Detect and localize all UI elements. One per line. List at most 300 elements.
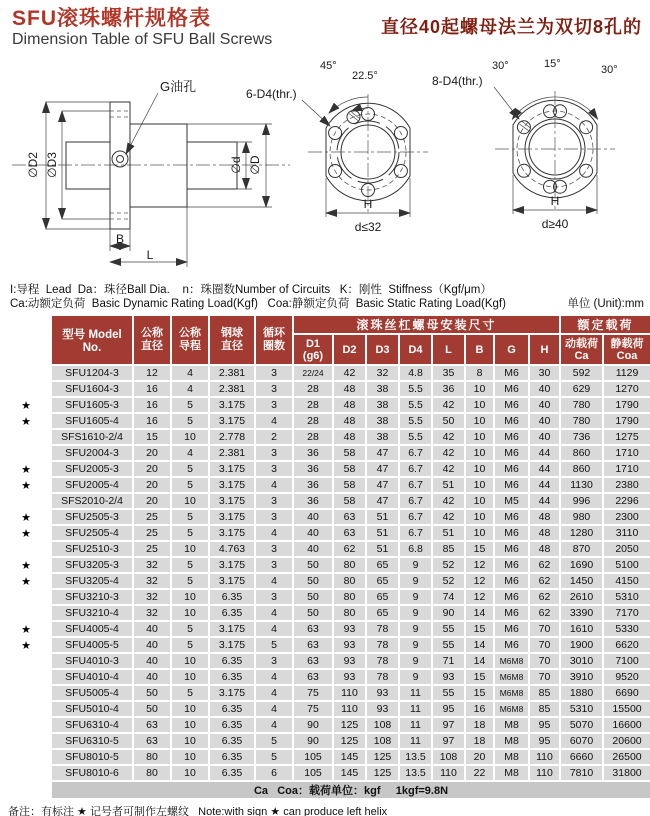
data-cell: 51 (433, 526, 464, 540)
model-cell: SFU8010-6 (52, 766, 132, 780)
table-row (2, 702, 650, 716)
data-cell: 5.5 (400, 414, 431, 428)
data-cell: 15 (466, 670, 493, 684)
model-cell: SFU5010-4 (52, 702, 132, 716)
data-cell: M6 (495, 478, 528, 492)
data-cell: M8 (495, 766, 528, 780)
data-cell: 32 (367, 366, 398, 380)
data-cell: 110 (530, 766, 559, 780)
data-cell: 38 (367, 414, 398, 428)
data-cell: 10 (172, 702, 208, 716)
data-cell: 6.8 (400, 542, 431, 556)
data-cell: 1790 (604, 398, 650, 412)
angle-30-left-label: 30° (492, 60, 509, 72)
model-cell: SFU1605-3 (52, 398, 132, 412)
data-cell: 5 (256, 750, 292, 764)
data-cell: 5 (172, 686, 208, 700)
data-cell: 4 (172, 366, 208, 380)
model-cell: SFU2510-3 (52, 542, 132, 556)
data-cell: 25 (134, 526, 170, 540)
data-cell: 3 (256, 654, 292, 668)
data-cell: 3.175 (210, 686, 254, 700)
data-cell: 1790 (604, 414, 650, 428)
model-cell: SFU4005-5 (52, 638, 132, 652)
data-cell: 42 (433, 398, 464, 412)
star-cell: ★ (21, 527, 31, 540)
model-cell: SFU2505-3 (52, 510, 132, 524)
angle-15-label: 15° (544, 58, 561, 70)
data-cell: 25 (134, 542, 170, 556)
dim-label-d3: ∅D3 (45, 152, 59, 178)
data-cell: 5100 (604, 558, 650, 572)
star-cell (2, 606, 50, 620)
star-cell (2, 782, 50, 798)
data-cell: 10 (466, 478, 493, 492)
data-cell: 6690 (604, 686, 650, 700)
table-row (2, 574, 650, 588)
data-cell: 10 (466, 430, 493, 444)
data-cell: 4150 (604, 574, 650, 588)
table-row (2, 718, 650, 732)
data-cell: 5 (172, 398, 208, 412)
data-cell: 860 (561, 446, 602, 460)
data-cell: 40 (134, 638, 170, 652)
data-cell: 5070 (561, 718, 602, 732)
table-row (2, 526, 650, 540)
header-dim: D1 (g6) (294, 335, 332, 364)
data-cell: 20600 (604, 734, 650, 748)
data-cell: 93 (334, 622, 365, 636)
model-cell: SFU1604-3 (52, 382, 132, 396)
dia-range-label-8: d≥40 (541, 217, 569, 231)
data-cell: 62 (334, 542, 365, 556)
data-cell: 20 (134, 462, 170, 476)
star-cell (2, 686, 50, 700)
data-cell: 32 (134, 574, 170, 588)
data-cell: 40 (294, 526, 332, 540)
data-cell: 48 (334, 382, 365, 396)
data-cell: 10 (466, 462, 493, 476)
data-cell: 10 (172, 494, 208, 508)
header-load: 静载荷 Coa (604, 335, 650, 364)
star-cell (2, 366, 50, 380)
data-cell: 592 (561, 366, 602, 380)
data-cell: 15500 (604, 702, 650, 716)
data-cell: 2.381 (210, 446, 254, 460)
data-cell: M6 (495, 366, 528, 380)
model-cell: SFU8010-5 (52, 750, 132, 764)
data-cell: 1130 (561, 478, 602, 492)
model-cell: SFU2505-4 (52, 526, 132, 540)
data-cell: 996 (561, 494, 602, 508)
data-cell: 28 (294, 430, 332, 444)
data-cell: 16 (134, 414, 170, 428)
data-cell: 6.35 (210, 654, 254, 668)
data-cell: 14 (466, 654, 493, 668)
data-cell: M6 (495, 398, 528, 412)
data-cell: 4 (256, 702, 292, 716)
data-cell: 125 (334, 734, 365, 748)
data-cell: 48 (530, 510, 559, 524)
data-cell: 1690 (561, 558, 602, 572)
table-row (2, 542, 650, 556)
data-cell: 3390 (561, 606, 602, 620)
data-cell: 85 (433, 542, 464, 556)
table-row (2, 510, 650, 524)
unit-footer: Ca Coa：载荷单位：kgf 1kgf=9.8N (52, 782, 650, 798)
data-cell: M6 (495, 638, 528, 652)
data-cell: 6.35 (210, 718, 254, 732)
data-cell: 48 (334, 414, 365, 428)
data-cell: 85 (530, 686, 559, 700)
data-cell: 3 (256, 366, 292, 380)
data-cell: 5.5 (400, 382, 431, 396)
data-cell: 50 (294, 558, 332, 572)
table-row (2, 366, 650, 380)
data-cell: 63 (134, 718, 170, 732)
legend (0, 281, 650, 311)
data-cell: 10 (172, 654, 208, 668)
data-cell: 44 (530, 446, 559, 460)
data-cell: 93 (334, 654, 365, 668)
data-cell: 6660 (561, 750, 602, 764)
data-cell: 85 (530, 702, 559, 716)
data-cell: 10 (466, 398, 493, 412)
data-cell: 3 (256, 510, 292, 524)
star-cell: ★ (21, 415, 31, 428)
table-row (2, 654, 650, 668)
technical-drawings (0, 55, 650, 281)
data-cell: M6 (495, 574, 528, 588)
data-cell: 2.381 (210, 382, 254, 396)
data-cell: 2296 (604, 494, 650, 508)
data-cell: 980 (561, 510, 602, 524)
header-dim: G (495, 335, 528, 364)
data-cell: 10 (172, 734, 208, 748)
page-title: SFU滚珠螺杆规格表 (12, 7, 211, 30)
data-cell: 71 (433, 654, 464, 668)
data-cell: M6 (495, 510, 528, 524)
front-view-6-hole (246, 60, 428, 234)
data-cell: M6M8 (495, 686, 528, 700)
model-cell: SFU4010-3 (52, 654, 132, 668)
data-cell: 47 (367, 478, 398, 492)
eight-hole-label: 8-D4(thr.) (432, 74, 483, 88)
table-row (2, 766, 650, 780)
data-cell: 9 (400, 622, 431, 636)
data-cell: 75 (294, 686, 332, 700)
data-cell: 6.7 (400, 494, 431, 508)
table-row (2, 622, 650, 636)
data-cell: 110 (334, 702, 365, 716)
data-cell: 11 (400, 734, 431, 748)
data-cell: 16 (466, 702, 493, 716)
data-cell: 10 (466, 526, 493, 540)
data-cell: 3.175 (210, 638, 254, 652)
header-dim: H (530, 335, 559, 364)
data-cell: 18 (466, 718, 493, 732)
data-cell: 145 (334, 750, 365, 764)
data-cell: 4 (256, 478, 292, 492)
data-cell: 6.7 (400, 510, 431, 524)
data-cell: 12 (134, 366, 170, 380)
data-cell: M6 (495, 414, 528, 428)
data-cell: 108 (367, 718, 398, 732)
star-cell: ★ (21, 575, 31, 588)
data-cell: 40 (530, 382, 559, 396)
data-cell: 42 (433, 430, 464, 444)
data-cell: 3 (256, 558, 292, 572)
data-cell: M8 (495, 734, 528, 748)
data-cell: 3110 (604, 526, 650, 540)
data-cell: M6M8 (495, 702, 528, 716)
data-cell: 65 (367, 606, 398, 620)
data-cell: 6.35 (210, 734, 254, 748)
data-cell: M6 (495, 606, 528, 620)
table-row (2, 430, 650, 444)
data-cell: M6 (495, 462, 528, 476)
table-row (2, 558, 650, 572)
data-cell: 95 (530, 734, 559, 748)
data-cell: 51 (433, 478, 464, 492)
data-cell: 58 (334, 446, 365, 460)
data-cell: M6 (495, 382, 528, 396)
header-dim: D4 (400, 335, 431, 364)
header-model: 型号 Model No. (52, 316, 132, 364)
dim-label-d2: ∅D2 (26, 152, 40, 178)
data-cell: 8 (466, 366, 493, 380)
table-row (2, 590, 650, 604)
data-cell: M8 (495, 718, 528, 732)
data-cell: 7100 (604, 654, 650, 668)
data-cell: 110 (433, 766, 464, 780)
model-cell: SFU5005-4 (52, 686, 132, 700)
data-cell: 48 (334, 398, 365, 412)
data-cell: 12 (466, 590, 493, 604)
data-cell: 15 (134, 430, 170, 444)
header-group-load: 额定载荷 (561, 316, 650, 333)
flange-note: 直径40起螺母法兰为双切8孔的 (380, 17, 642, 37)
data-cell: 6.35 (210, 590, 254, 604)
data-cell: 80 (334, 574, 365, 588)
star-cell (2, 446, 50, 460)
data-cell: 30 (530, 366, 559, 380)
data-cell: 48 (530, 526, 559, 540)
data-cell: 13.5 (400, 766, 431, 780)
data-cell: 65 (367, 574, 398, 588)
data-cell: 40 (134, 654, 170, 668)
data-cell: 62 (530, 606, 559, 620)
data-cell: 4 (256, 574, 292, 588)
data-cell: 51 (367, 526, 398, 540)
star-cell (2, 382, 50, 396)
data-cell: 12 (466, 558, 493, 572)
data-cell: 11 (400, 702, 431, 716)
data-cell: 10 (172, 718, 208, 732)
data-cell: 20 (134, 446, 170, 460)
data-cell: 10 (466, 382, 493, 396)
data-cell: 10 (466, 510, 493, 524)
table-row (2, 670, 650, 684)
data-cell: 42 (433, 462, 464, 476)
data-cell: 5.5 (400, 430, 431, 444)
data-cell: 47 (367, 446, 398, 460)
data-cell: 2050 (604, 542, 650, 556)
data-cell: 16600 (604, 718, 650, 732)
data-cell: 93 (433, 670, 464, 684)
data-cell: 7170 (604, 606, 650, 620)
data-cell: 3010 (561, 654, 602, 668)
data-cell: 36 (294, 494, 332, 508)
data-cell: 6.35 (210, 670, 254, 684)
spec-table (0, 314, 650, 800)
data-cell: 40 (134, 622, 170, 636)
left-helix-note: 备注：有标注 ★ 记号者可制作左螺纹 Note:with sign ★ can produce left helix (8, 806, 388, 816)
data-cell: 16 (134, 398, 170, 412)
data-cell: 3.175 (210, 510, 254, 524)
front-view-8-hole (432, 58, 618, 231)
star-cell: ★ (21, 559, 31, 572)
data-cell: 10 (466, 446, 493, 460)
data-cell: 93 (367, 702, 398, 716)
data-cell: 11 (400, 718, 431, 732)
data-cell: 78 (367, 670, 398, 684)
data-cell: 1450 (561, 574, 602, 588)
data-cell: 4 (256, 670, 292, 684)
data-cell: 63 (334, 526, 365, 540)
table-row (2, 606, 650, 620)
data-cell: 6620 (604, 638, 650, 652)
data-cell: 4 (256, 414, 292, 428)
data-cell: 28 (294, 414, 332, 428)
header-nominal-diameter: 公称 直径 (134, 316, 170, 364)
data-cell: M6 (495, 558, 528, 572)
data-cell: 3 (256, 462, 292, 476)
data-cell: 6.35 (210, 766, 254, 780)
data-cell: 1129 (604, 366, 650, 380)
data-cell: 3.175 (210, 478, 254, 492)
table-row (2, 638, 650, 652)
data-cell: 4 (172, 446, 208, 460)
data-cell: M6 (495, 526, 528, 540)
data-cell: 22 (466, 766, 493, 780)
data-cell: 26500 (604, 750, 650, 764)
data-cell: 5310 (561, 702, 602, 716)
legend-line-1: I:导程 Lead Da：珠径Ball Dia. n：珠圈数Number of Circuits K：刚性 Stiffness（Kgf/μm） (10, 284, 492, 296)
data-cell: 48 (334, 430, 365, 444)
data-cell: 3 (256, 542, 292, 556)
data-cell: 2.381 (210, 366, 254, 380)
model-cell: SFU2005-3 (52, 462, 132, 476)
star-gutter-header (2, 316, 50, 364)
data-cell: 28 (294, 382, 332, 396)
data-cell: 10 (466, 494, 493, 508)
data-cell: 50 (294, 574, 332, 588)
data-cell: M8 (495, 750, 528, 764)
model-cell: SFU3205-3 (52, 558, 132, 572)
data-cell: 5330 (604, 622, 650, 636)
data-cell: 3.175 (210, 414, 254, 428)
data-cell: 80 (134, 766, 170, 780)
data-cell: 4 (256, 526, 292, 540)
data-cell: 58 (334, 494, 365, 508)
header-dim: D3 (367, 335, 398, 364)
model-cell: SFS1610-2/4 (52, 430, 132, 444)
data-cell: 80 (134, 750, 170, 764)
data-cell: 36 (294, 478, 332, 492)
data-cell: 6.35 (210, 702, 254, 716)
data-cell: 1880 (561, 686, 602, 700)
data-cell: 40 (294, 510, 332, 524)
data-cell: 6.7 (400, 478, 431, 492)
data-cell: 5 (256, 638, 292, 652)
data-cell: M6 (495, 542, 528, 556)
table-row (2, 446, 650, 460)
data-cell: 51 (367, 542, 398, 556)
oil-hole-label: G油孔 (160, 79, 197, 94)
oil-hole (112, 151, 128, 167)
data-cell: 3 (256, 446, 292, 460)
data-cell: 11 (400, 686, 431, 700)
data-cell: 51 (367, 510, 398, 524)
data-cell: 65 (367, 558, 398, 572)
data-cell: 6070 (561, 734, 602, 748)
angle-45-label: 45° (320, 60, 337, 72)
data-cell: 78 (367, 654, 398, 668)
data-cell: 20 (466, 750, 493, 764)
angle-22-5-label: 22.5° (352, 70, 378, 82)
header-dim: B (466, 335, 493, 364)
data-cell: 55 (433, 638, 464, 652)
data-cell: M6 (495, 590, 528, 604)
data-cell: M6 (495, 446, 528, 460)
data-cell: 38 (367, 382, 398, 396)
data-cell: 44 (530, 478, 559, 492)
data-cell: 5310 (604, 590, 650, 604)
data-cell: 36 (294, 446, 332, 460)
data-cell: 2300 (604, 510, 650, 524)
sectioned-hole-8 (517, 121, 531, 134)
data-cell: 97 (433, 734, 464, 748)
data-cell: 38 (367, 398, 398, 412)
data-cell: 70 (530, 638, 559, 652)
data-cell: 48 (530, 542, 559, 556)
data-cell: 50 (134, 702, 170, 716)
data-cell: 93 (367, 686, 398, 700)
data-cell: 20 (134, 494, 170, 508)
dim-label-d: ∅d (229, 156, 243, 174)
data-cell: 860 (561, 462, 602, 476)
data-cell: 736 (561, 430, 602, 444)
data-cell: 40 (294, 542, 332, 556)
data-cell: 108 (367, 734, 398, 748)
data-cell: 32 (134, 590, 170, 604)
data-cell: 63 (294, 638, 332, 652)
star-cell (2, 494, 50, 508)
model-cell: SFU1204-3 (52, 366, 132, 380)
data-cell: 1900 (561, 638, 602, 652)
data-cell: 78 (367, 622, 398, 636)
title-block (12, 7, 272, 49)
header-ball-diameter: 钢球 直径 (210, 316, 254, 364)
data-cell: 47 (367, 462, 398, 476)
model-cell: SFU4005-4 (52, 622, 132, 636)
data-cell: 5 (172, 414, 208, 428)
data-cell: 2610 (561, 590, 602, 604)
star-cell: ★ (21, 479, 31, 492)
data-cell: 2.778 (210, 430, 254, 444)
data-cell: M6M8 (495, 670, 528, 684)
